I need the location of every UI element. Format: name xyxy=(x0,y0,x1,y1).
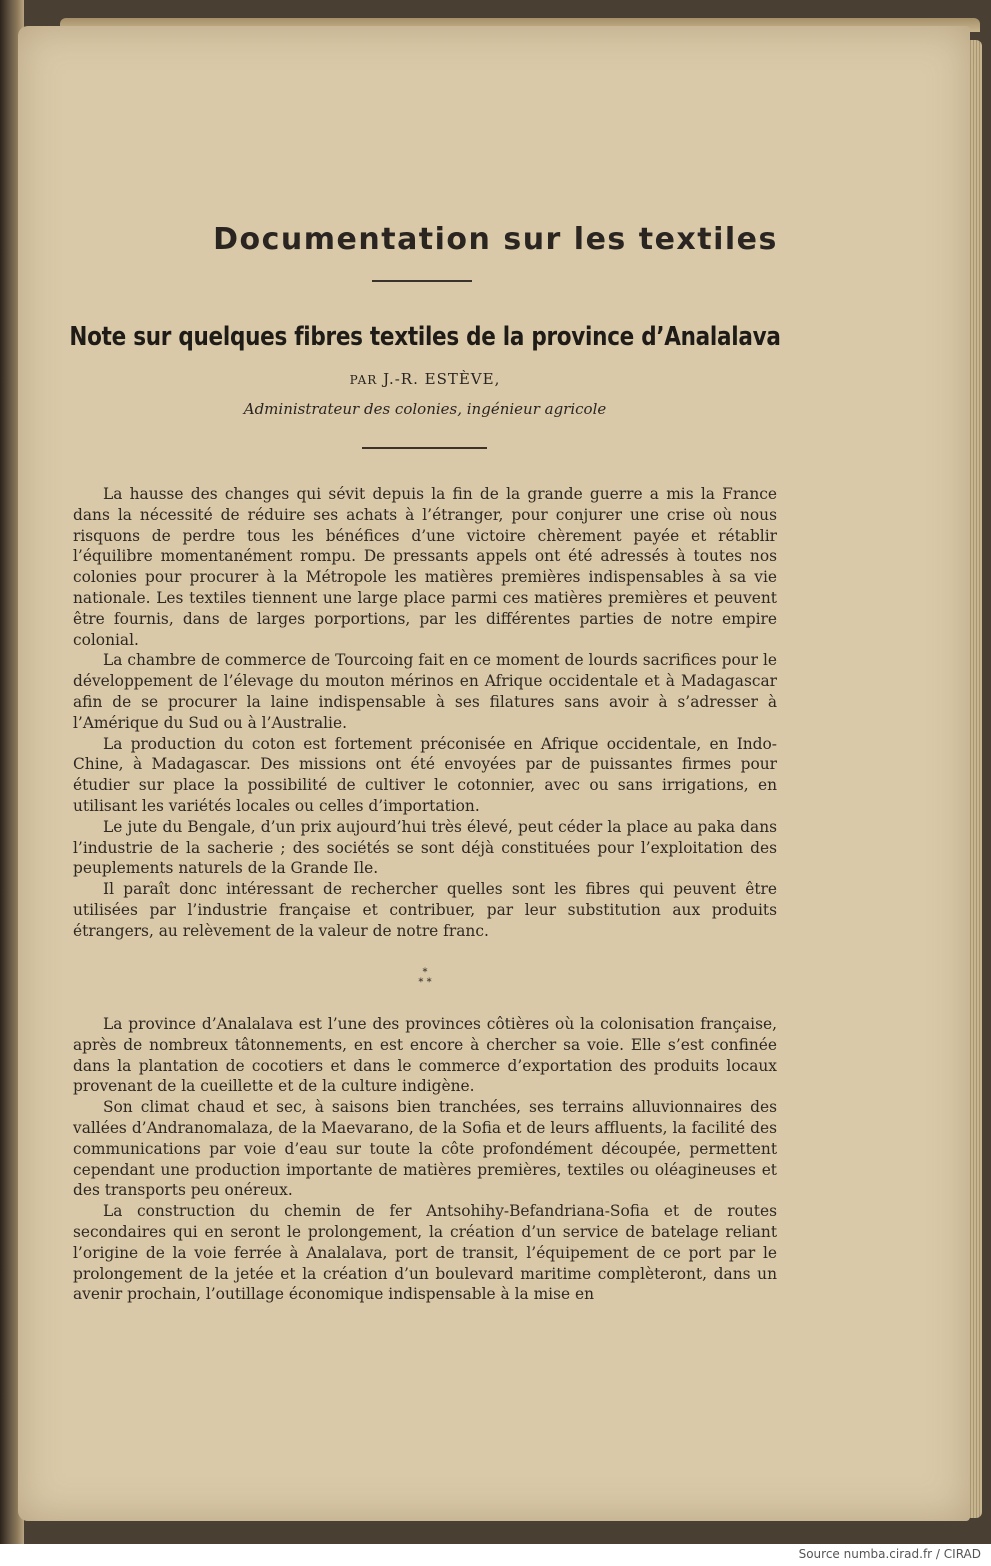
source-credit: Source numba.cirad.fr / CIRAD xyxy=(798,1547,981,1561)
paragraph: La production du coton est fortement préconisée en Afrique occidentale, en Indo-Chine, à Madagascar. Des missions ont été envoyées par de puissantes firmes pour étudier sur place la possibilité de cultiver le cotonnier, avec ou sans irrigations, en utilisant les variétés locales ou celles d’importation. xyxy=(73,734,777,815)
asterism-separator xyxy=(400,968,450,994)
body-section-2 xyxy=(73,1014,777,1305)
divider-rule xyxy=(372,280,472,282)
paragraph: Le jute du Bengale, d’un prix aujourd’hui très élevé, peut céder la place au paka dans l’industrie de la sacherie ; des sociétés se sont déjà constituées pour l’exploitation des peuplements naturels de la Grande Ile. xyxy=(73,817,777,878)
paragraph: Il paraît donc intéressant de rechercher quelles sont les fibres qui peuvent être utilisées par l’industrie française et contribuer, par leur substitution aux produits étrangers, au relèvement de la valeur de notre franc. xyxy=(73,880,777,940)
byline xyxy=(0,370,850,388)
author-affiliation: Administrateur des colonies, ingénieur agricole xyxy=(243,400,607,418)
paragraph: La chambre de commerce de Tourcoing fait en ce moment de lourds sacrifices pour le développement de l’élevage du mouton mérinos en Afrique occidentale et à Madagascar afin de se procurer la laine indispensable à ses filatures sans avoir à s’adresser à l’Amérique du Sud ou à l’Australie. xyxy=(73,651,777,732)
body-section-1 xyxy=(73,484,777,942)
article-title: Note sur quelques fibres textiles de la province d’Analalava xyxy=(69,322,781,352)
author-name: J.-R. ESTÈVE, xyxy=(383,370,501,388)
paragraph: La hausse des changes qui sévit depuis la fin de la grande guerre a mis la France dans la nécessité de réduire ses achats à l’étranger, pour conjurer une crise où nous risquons de perdre tous les bénéfices d’une victoire chèrement payée et rétablir l’équilibre momentanément rompu. De pressants appels ont été adressés à toutes nos colonies pour procurer à la Métropole les matières premières indispensables à sa vie nationale. Les textiles tiennent une large place parmi ces matières premières et peuvent être fournis, dans de larges porportions, par les différentes parties de notre empire colonial. xyxy=(73,485,777,649)
asterism-top: * xyxy=(422,967,428,978)
section-title: Documentation sur les textiles xyxy=(213,222,778,257)
asterism-bottom: * * xyxy=(418,977,432,988)
paragraph: La province d’Analalava est l’une des provinces côtières où la colonisation française, après de nombreux tâtonnements, en est encore à chercher sa voie. Elle s’est confinée dans la plantation de cocotiers et dans le commerce d’exportation des produits locaux provenant de la cueillette et de la culture indigène. xyxy=(73,1015,777,1096)
paragraph: La construction du chemin de fer Antsohihy-Befandriana-Sofia et de routes secondaires qui en seront le prolongement, la création d’un service de batelage reliant l’origine de la voie ferrée à Analalava, port de transit, l’équipement de ce port par le prolongement de la jetée et la création d’un boulevard maritime complèteront, dans un avenir prochain, l’outillage économique indispensable à la mise en xyxy=(73,1202,777,1304)
byline-prefix: PAR xyxy=(349,373,378,387)
divider-rule xyxy=(362,447,487,449)
paragraph: Son climat chaud et sec, à saisons bien tranchées, ses terrains alluvionnaires des vallées d’Andranomalaza, de la Maevarano, de la Sofia et de leurs affluents, la facilité des communications par voie d’eau sur toute la côte profondément découpée, permettent cependant une production importante de matières premières, textiles ou oléagineuses et des transports peu onéreux. xyxy=(73,1098,777,1200)
source-bar xyxy=(0,1544,991,1566)
